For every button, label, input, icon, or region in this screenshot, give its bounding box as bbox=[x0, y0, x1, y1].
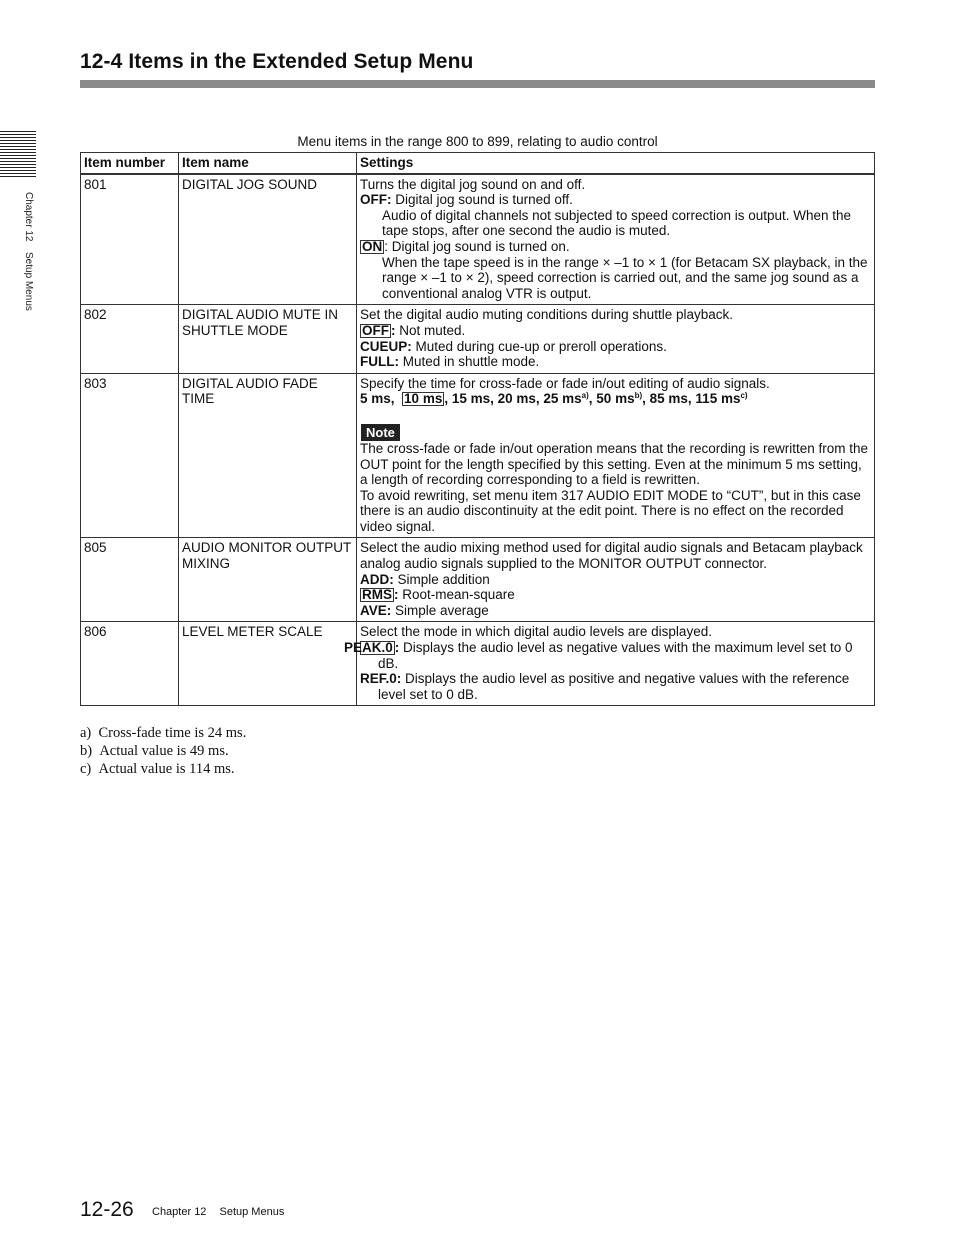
footnotes bbox=[80, 724, 246, 778]
column-header-settings: Settings bbox=[357, 153, 875, 174]
item-number: 805 bbox=[81, 538, 179, 622]
option-text: Simple addition bbox=[393, 571, 490, 587]
settings-intro: Select the audio mixing method used for digital audio signals and Betacam playback analog audio signals supplied to the MONITOR OUTPUT connector. bbox=[360, 540, 863, 572]
option-text: : Digital jog sound is turned on. bbox=[384, 238, 570, 254]
default-option-value: 10 ms bbox=[404, 391, 443, 407]
footnote-ref: a) bbox=[581, 391, 589, 401]
item-name: DIGITAL JOG SOUND bbox=[179, 174, 357, 305]
option-key: CUEUP: bbox=[360, 338, 412, 354]
option-values: , 85 ms, 115 ms bbox=[642, 391, 741, 407]
option-text: Not muted. bbox=[395, 322, 466, 338]
option-on bbox=[360, 239, 871, 255]
item-settings bbox=[357, 538, 875, 622]
item-name: AUDIO MONITOR OUTPUT MIXING bbox=[179, 538, 357, 622]
table-row bbox=[81, 538, 875, 622]
default-option-key: OFF bbox=[362, 322, 389, 338]
option-key: AVE: bbox=[360, 602, 392, 618]
footer-section: Setup Menus bbox=[219, 1206, 285, 1218]
option-text: Muted during cue-up or preroll operations. bbox=[411, 338, 667, 354]
option-value: , 50 ms bbox=[588, 391, 635, 407]
item-settings bbox=[344, 622, 875, 706]
section-title: 12-4 Items in the Extended Setup Menu bbox=[80, 50, 474, 73]
note-label: Note bbox=[361, 424, 400, 441]
item-settings bbox=[357, 174, 875, 305]
option-cueup bbox=[360, 339, 871, 355]
settings-intro: Turns the digital jog sound on and off. bbox=[360, 176, 586, 192]
fade-time-options bbox=[360, 391, 871, 407]
item-number: 802 bbox=[81, 305, 179, 373]
option-detail: Audio of digital channels not subjected to speed correction is output. When the tape stops, after one second the audio is muted. bbox=[382, 207, 852, 239]
side-chapter-label bbox=[24, 192, 34, 342]
title-rule bbox=[80, 80, 875, 88]
settings-intro: Specify the time for cross-fade or fade in/out editing of audio signals. bbox=[360, 375, 770, 391]
settings-intro: Select the mode in which digital audio levels are displayed. bbox=[360, 624, 712, 640]
settings-intro: Set the digital audio muting conditions during shuttle playback. bbox=[360, 307, 733, 323]
item-settings bbox=[357, 305, 875, 373]
item-name: DIGITAL AUDIO MUTE IN SHUTTLE MODE bbox=[179, 305, 357, 373]
chapter-tab-marker bbox=[0, 131, 36, 179]
option-text: Simple average bbox=[391, 602, 489, 618]
footnote-ref: b) bbox=[634, 391, 643, 401]
item-number: 806 bbox=[81, 622, 179, 706]
option-key: ADD: bbox=[360, 571, 394, 587]
footer-chapter: Chapter 12 bbox=[152, 1206, 207, 1218]
option-text: Displays the audio level as negative values with the maximum level set to 0 dB. bbox=[378, 640, 853, 671]
table-caption: Menu items in the range 800 to 899, relating to audio control bbox=[297, 134, 658, 149]
option-key: OFF: bbox=[360, 192, 392, 208]
item-name: LEVEL METER SCALE bbox=[179, 622, 357, 706]
table-header-row bbox=[81, 153, 875, 174]
option-values: , 15 ms, 20 ms, 25 ms bbox=[444, 391, 582, 407]
item-number: 801 bbox=[81, 174, 179, 305]
note-text: The cross-fade or fade in/out operation means that the recording is rewritten from the OUT point for the length specified by this setting. Even at the minimum 5 ms setting, a length of recording corresponding to a field is rewritten. bbox=[360, 440, 869, 488]
option-off: OFF : Not muted. bbox=[362, 322, 466, 338]
table-row bbox=[81, 174, 875, 305]
option-full bbox=[360, 354, 871, 370]
side-section: Setup Menus bbox=[23, 252, 34, 312]
option-key: REF.0: bbox=[360, 671, 402, 687]
option-value: 5 ms, bbox=[360, 391, 395, 407]
default-option-key: ON bbox=[362, 238, 383, 254]
option-text: Root-mean-square bbox=[398, 587, 515, 603]
column-header-item-name: Item name bbox=[179, 153, 357, 174]
default-option-key: RMS bbox=[362, 587, 392, 603]
item-settings bbox=[357, 373, 875, 538]
option-text: Digital jog sound is turned off. bbox=[391, 192, 573, 208]
default-option-key: PEAK.0 bbox=[344, 640, 393, 656]
column-header-item-number: Item number bbox=[81, 153, 179, 174]
option-ref bbox=[360, 671, 871, 702]
option-off bbox=[360, 192, 871, 208]
side-chapter: Chapter 12 bbox=[23, 192, 34, 242]
footnote-ref: c) bbox=[740, 391, 748, 401]
footer-chapter-label bbox=[152, 1206, 284, 1218]
option-rms: RMS : Root-mean-square bbox=[362, 587, 515, 603]
note-text: To avoid rewriting, set menu item 317 AUDIO EDIT MODE to “CUT”, but in this case there is an audio discontinuity at the edit point. There is no effect on the recorded video signal. bbox=[360, 487, 861, 534]
option-ave bbox=[360, 603, 871, 619]
page-number: 12-26 bbox=[80, 1198, 134, 1221]
item-number: 803 bbox=[81, 373, 179, 538]
option-text: Displays the audio level as positive and negative values with the reference level set to 0 dB. bbox=[378, 671, 850, 702]
option-detail: When the tape speed is in the range × –1 to × 1 (for Betacam SX playback, in the range × –1 to × 2), speed correction is carried out, and the same jog sound as a conventional analog VTR is output. bbox=[382, 254, 868, 301]
option-add bbox=[360, 572, 871, 588]
item-name: DIGITAL AUDIO FADE TIME bbox=[179, 373, 357, 538]
table-row bbox=[81, 305, 875, 373]
option-peak: PEAK.0 : Displays the audio level as negative values with the maximum level set to 0 dB. bbox=[344, 640, 853, 671]
footnote-b: b) Actual value is 49 ms. bbox=[80, 743, 229, 759]
footnote-c: c) Actual value is 114 ms. bbox=[80, 761, 235, 777]
option-key: FULL: bbox=[360, 354, 399, 370]
option-text: Muted in shuttle mode. bbox=[398, 354, 540, 370]
menu-items-table bbox=[80, 152, 875, 706]
table-row bbox=[81, 373, 875, 538]
table-row bbox=[81, 622, 875, 706]
footnote-a: a) Cross-fade time is 24 ms. bbox=[80, 725, 247, 741]
